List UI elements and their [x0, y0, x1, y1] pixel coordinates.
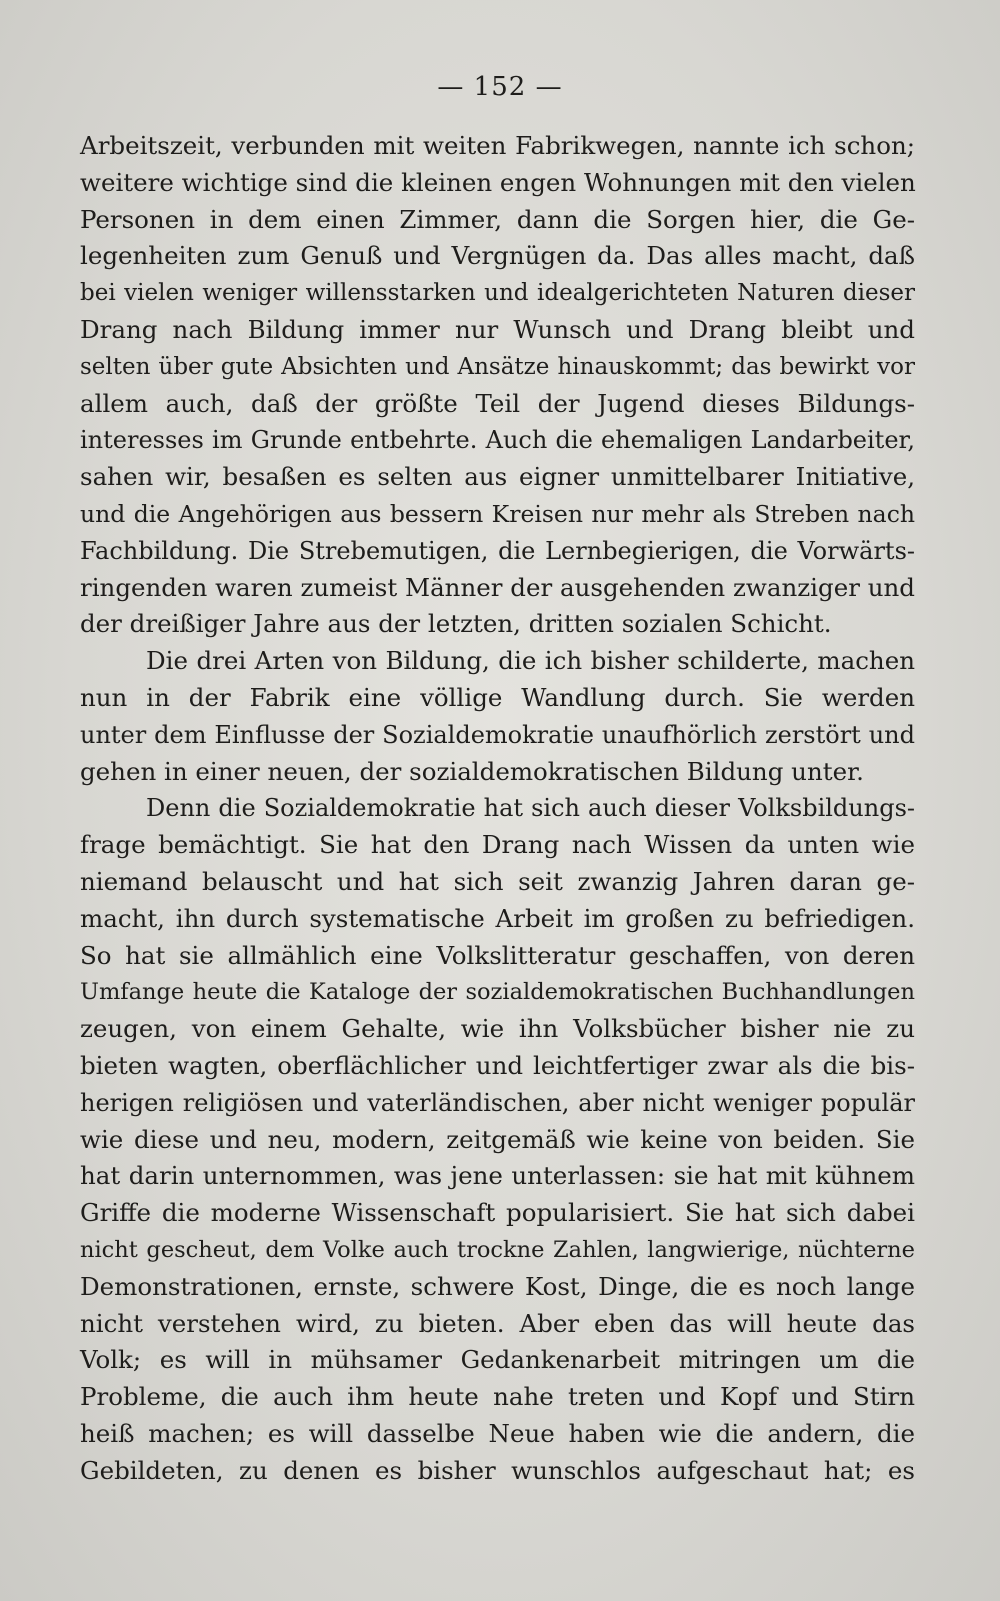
text-line: Denn die Sozialdemokratie hat sich auch dieser Volksbildungs-	[146, 794, 915, 823]
text-line: Gebildeten, zu denen es bisher wunschlos aufgeschaut hat; es	[80, 1455, 915, 1485]
text-line: nicht gescheut, dem Volke auch trockne Zahlen, langwierige, nüchterne	[80, 1236, 915, 1263]
text-line: heiß machen; es will dasselbe Neue haben wie die andern, die	[80, 1418, 915, 1448]
text-line: frage bemächtigt. Sie hat den Drang nach Wissen da unten wie	[80, 830, 915, 860]
text-line: gehen in einer neuen, der sozialdemokratischen Bildung unter.	[80, 756, 864, 786]
text-line: interesses im Grunde entbehrte. Auch die ehemaligen Landarbeiter,	[80, 426, 915, 455]
text-line: und die Angehörigen aus bessern Kreisen nur mehr als Streben nach	[80, 499, 915, 528]
text-line: Demonstrationen, ernste, schwere Kost, Dinge, die es noch lange	[80, 1271, 915, 1301]
text-line: Arbeitszeit, verbunden mit weiten Fabrikwegen, nannte ich schon;	[80, 131, 915, 160]
text-line: unter dem Einflusse der Sozialdemokratie unaufhörlich zerstört und	[80, 720, 915, 749]
text-line: bei vielen weniger willensstarken und idealgerichteten Naturen dieser	[80, 280, 915, 307]
text-line: zeugen, von einem Gehalte, wie ihn Volksbücher bisher nie zu	[80, 1014, 915, 1044]
body-text	[80, 128, 915, 1489]
text-line: ringenden waren zumeist Männer der ausgehenden zwanziger und	[80, 572, 915, 602]
text-line: hat darin unternommen, was jene unterlassen: sie hat mit kühnem	[80, 1161, 915, 1191]
text-line: Fachbildung. Die Strebemutigen, die Lernbegierigen, die Vorwärts-	[80, 536, 915, 565]
text-line: legenheiten zum Genuß und Vergnügen da. Das alles macht, daß	[80, 241, 915, 271]
text-line: Die drei Arten von Bildung, die ich bisher schilderte, machen	[146, 646, 915, 676]
text-line: allem auch, daß der größte Teil der Jugend dieses Bildungs-	[80, 388, 915, 418]
text-line: weitere wichtige sind die kleinen engen Wohnungen mit den vielen	[80, 167, 916, 197]
text-line: Personen in dem einen Zimmer, dann die Sorgen hier, die Ge-	[80, 204, 915, 234]
text-line: macht, ihn durch systematische Arbeit im großen zu befriedigen.	[80, 903, 915, 933]
text-line: wie diese und neu, modern, zeitgemäß wie keine von beiden. Sie	[80, 1124, 915, 1154]
text-line: Umfange heute die Kataloge der sozialdemokratischen Buchhandlungen	[80, 979, 915, 1006]
text-line: der dreißiger Jahre aus der letzten, dritten sozialen Schicht.	[80, 609, 832, 639]
text-line: sahen wir, besaßen es selten aus eigner unmittelbarer Initiative,	[80, 462, 915, 492]
text-line: selten über gute Absichten und Ansätze hinauskommt; das bewirkt vor	[80, 353, 915, 380]
text-line: nicht verstehen wird, zu bieten. Aber eben das will heute das	[80, 1308, 915, 1338]
text-line: Probleme, die auch ihm heute nahe treten und Kopf und Stirn	[80, 1382, 915, 1412]
page-number: — 152 —	[437, 72, 563, 102]
text-line: bieten wagten, oberflächlicher und leichtfertiger zwar als die bis-	[80, 1050, 915, 1080]
text-line: Drang nach Bildung immer nur Wunsch und Drang bleibt und	[80, 314, 915, 344]
text-line: nun in der Fabrik eine völlige Wandlung durch. Sie werden	[80, 682, 915, 712]
text-line: herigen religiösen und vaterländischen, aber nicht weniger populär	[80, 1088, 915, 1117]
text-line: Volk; es will in mühsamer Gedankenarbeit mitringen um die	[80, 1345, 915, 1375]
text-line: So hat sie allmählich eine Volkslitteratur geschaffen, von deren	[80, 940, 915, 970]
text-line: niemand belauscht und hat sich seit zwanzig Jahren daran ge-	[80, 866, 915, 896]
text-line: Griffe die moderne Wissenschaft popularisiert. Sie hat sich dabei	[80, 1198, 915, 1228]
